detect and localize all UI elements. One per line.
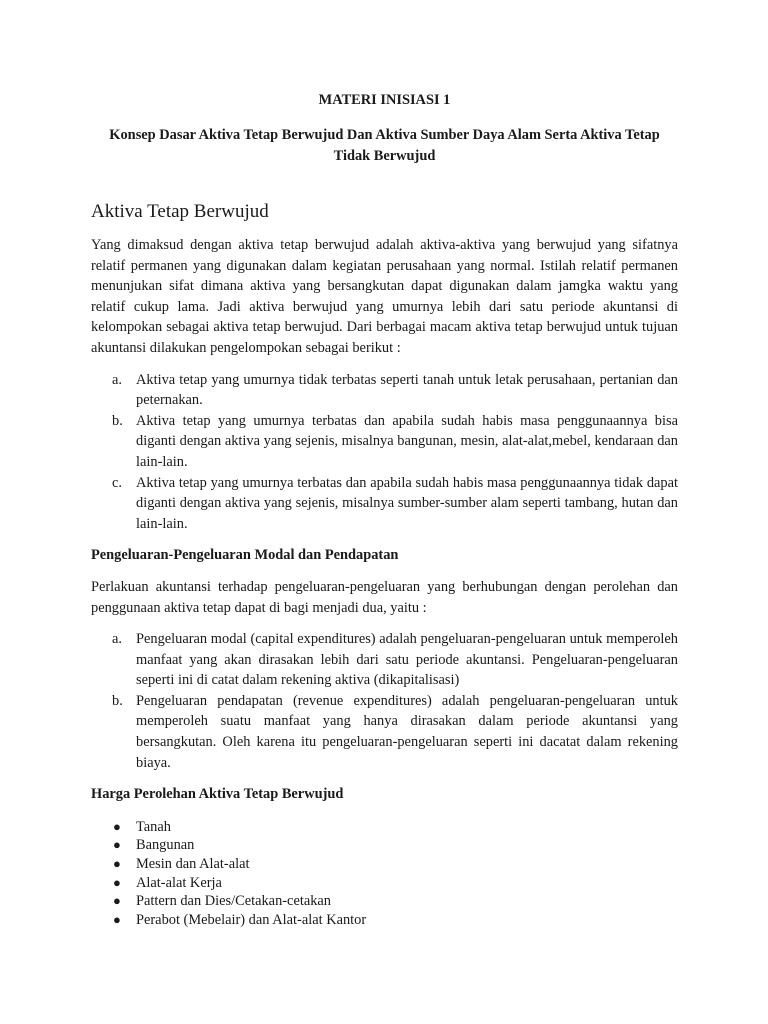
list-item-text: Pengeluaran modal (capital expenditures) adalah pengeluaran-pengeluaran untuk memperoleh manfaat yang akan dirasakan lebih dari satu periode akuntansi. Pengeluaran-pengeluaran seperti ini di catat dalam rekening aktiva (dikapitalisasi) — [136, 631, 678, 689]
document-content — [91, 88, 678, 929]
bullet-item-text: Mesin dan Alat-alat — [136, 856, 250, 873]
document-title: MATERI INISIASI 1 — [318, 92, 451, 108]
list-marker: b. — [112, 412, 123, 429]
list-marker: c. — [112, 474, 122, 491]
bullet-item-text: Tanah — [136, 818, 171, 835]
bullet-item-text: Pattern dan Dies/Cetakan-cetakan — [136, 893, 331, 910]
list-item-text: Aktiva tetap yang umurnya terbatas dan apabila sudah habis masa penggunaannya bisa diganti dengan aktiva yang sejenis, misalnya bangunan, mesin, alat-alat,mebel, kendaraan dan lain-lain. — [136, 412, 678, 470]
section2-list — [91, 629, 678, 773]
bullet-icon: ● — [113, 837, 121, 853]
section-heading-pengeluaran: Pengeluaran-Pengeluaran Modal dan Pendapatan — [91, 547, 399, 564]
bullet-icon: ● — [113, 911, 121, 927]
list-item-text: Pengeluaran pendapatan (revenue expenditures) adalah pengeluaran-pengeluaran untuk memperoleh suatu manfaat yang hanya dirasakan dalam periode akuntansi yang bersangkutan. Oleh karena itu pengeluaran-pengeluaran seperti ini dacatat dalam rekening biaya. — [136, 692, 678, 771]
section3-bullet-list — [91, 818, 678, 930]
list-item — [91, 473, 678, 535]
bullet-item — [91, 874, 678, 893]
section1-list — [91, 370, 678, 535]
list-item — [91, 370, 678, 411]
list-item — [91, 691, 678, 773]
bullet-item-text: Bangunan — [136, 837, 195, 854]
bullet-item-text: Perabot (Mebelair) dan Alat-alat Kantor — [136, 911, 367, 928]
section2-paragraph: Perlakuan akuntansi terhadap pengeluaran-pengeluaran yang berhubungan dengan perolehan dan penggunaan aktiva tetap dapat di bagi menjadi dua, yaitu : — [91, 578, 678, 616]
list-item-text: Aktiva tetap yang umurnya terbatas dan apabila sudah habis masa penggunaannya tidak dapat diganti dengan aktiva yang sejenis, misalnya sumber-sumber alam seperti tambang, hutan dan lain-lain. — [136, 474, 678, 532]
bullet-item — [91, 911, 678, 930]
bullet-icon: ● — [113, 893, 121, 909]
list-marker: b. — [112, 692, 123, 709]
list-item-text: Aktiva tetap yang umurnya tidak terbatas seperti tanah untuk letak perusahaan, pertanian dan peternakan. — [136, 371, 678, 409]
document-subtitle: Konsep Dasar Aktiva Tetap Berwujud Dan Aktiva Sumber Daya Alam Serta Aktiva Tetap Tidak Berwujud — [109, 127, 660, 164]
section1-paragraph: Yang dimaksud dengan aktiva tetap berwujud adalah aktiva-aktiva yang berwujud yang sifatnya relatif permanen yang digunakan dalam kegiatan perusahaan yang normal. Istilah relatif permanen menunjukan sifat dimana aktiva yang bersangkutan dapat digunakan dalam jamgka waktu yang relatif cukup lama. Jadi aktiva berwujud yang umurnya lebih dari satu periode akuntansi di kelompokan sebagai aktiva tetap berwujud. Dari berbagai macam aktiva tetap berwujud untuk tujuan akuntansi dilakukan pengelompokan sebagai berikut : — [91, 237, 678, 356]
bullet-icon: ● — [113, 874, 121, 890]
bullet-item — [91, 818, 678, 837]
bullet-icon: ● — [113, 856, 121, 872]
list-item — [91, 411, 678, 473]
list-item — [91, 629, 678, 691]
section-heading-harga-perolehan: Harga Perolehan Aktiva Tetap Berwujud — [91, 786, 344, 803]
bullet-item — [91, 855, 678, 874]
list-marker: a. — [112, 631, 122, 648]
section-heading-aktiva-tetap-berwujud: Aktiva Tetap Berwujud — [91, 201, 269, 222]
bullet-icon: ● — [113, 818, 121, 834]
bullet-item — [91, 892, 678, 911]
bullet-item — [91, 836, 678, 855]
bullet-item-text: Alat-alat Kerja — [136, 874, 222, 891]
list-marker: a. — [112, 371, 122, 388]
